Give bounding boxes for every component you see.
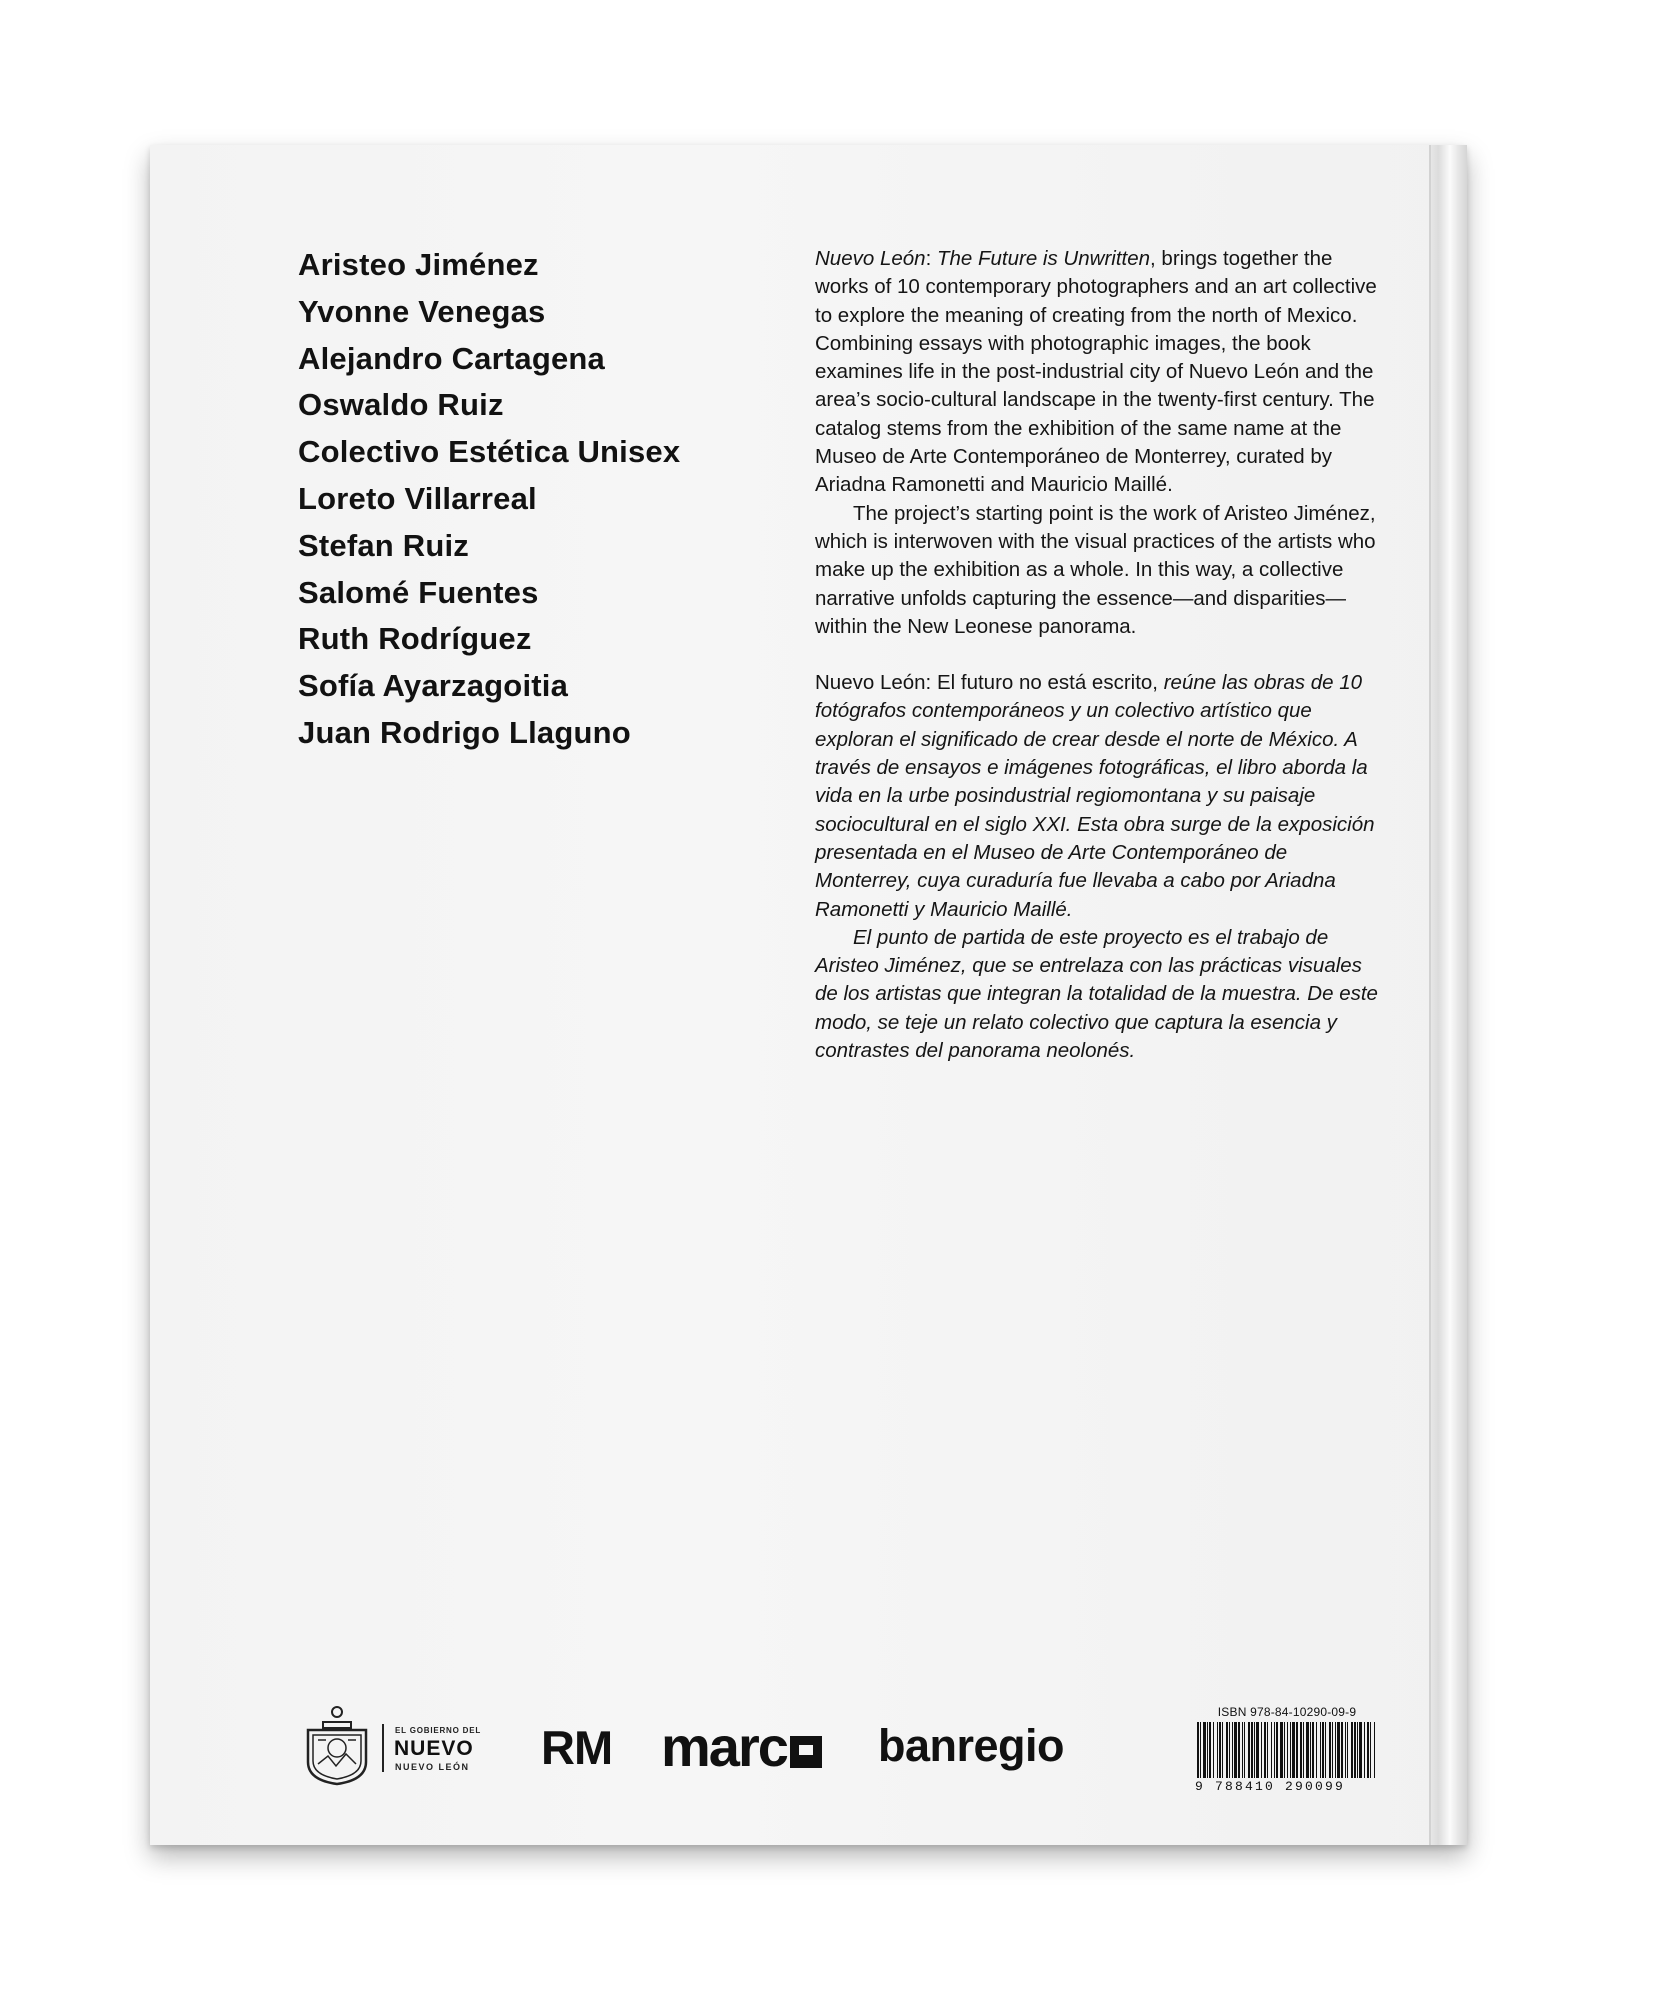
- isbn-barcode-block: [1195, 1705, 1379, 1794]
- isbn-label: ISBN 978-84-10290-09-9: [1217, 1705, 1357, 1719]
- coat-of-arms-icon: [298, 1704, 376, 1786]
- marco-logo: [661, 1714, 822, 1779]
- gov-logo-small-text: EL GOBIERNO DEL: [395, 1726, 482, 1735]
- spanish-title: Nuevo León: El futuro no está escrito,: [815, 671, 1159, 695]
- artist-name: Loreto Villarreal: [298, 480, 537, 516]
- logo-divider: [382, 1724, 384, 1772]
- artist-name: Colectivo Estética Unisex: [298, 434, 681, 470]
- barcode-icon: [1195, 1722, 1379, 1778]
- english-title-part-2: The Future is Unwritten: [936, 247, 1151, 270]
- marco-square-icon: [790, 1736, 822, 1768]
- artist-name: Yvonne Venegas: [298, 293, 546, 329]
- marco-logo-text: marc: [661, 1715, 787, 1778]
- banregio-logo: banregio: [878, 1720, 1065, 1771]
- artist-name: Ruth Rodríguez: [298, 621, 532, 657]
- rm-logo: RM: [541, 1721, 613, 1774]
- artist-name: Stefan Ruiz: [298, 527, 469, 563]
- artist-name: Juan Rodrigo Llaguno: [298, 714, 631, 750]
- gov-logo-big-text: NUEVO: [394, 1737, 474, 1760]
- sponsor-logos: [298, 1700, 1298, 1790]
- artist-name: Sofía Ayarzagoitia: [298, 668, 569, 704]
- english-paragraph-1-text: , brings together the works of 10 contemporary photographers and an art collective to explore the meaning of creating from the north of Mexico. Combining essays with photographic images, the book examines life in the post-industrial city of Nuevo León and the area’s socio-cultural landscape in the twenty-first century. The catalog stems from the exhibition of the same name at the Museo de Arte Contemporáneo de Monterrey, curated by Ariadna Ramonetti and Mauricio Maillé.: [815, 247, 1377, 497]
- paragraph-gap: [815, 641, 1385, 669]
- book-spine: [1429, 145, 1467, 1845]
- book-back-cover: [150, 145, 1467, 1845]
- artist-name: Aristeo Jiménez: [298, 247, 539, 282]
- artist-name: Salomé Fuentes: [298, 574, 539, 610]
- gov-logo-sub-text: NUEVO LEÓN: [395, 1762, 470, 1772]
- barcode-digits: 9 788410 290099: [1195, 1779, 1346, 1794]
- spanish-paragraph-2: El punto de partida de este proyecto es el trabajo de Aristeo Jiménez, que se entrelaza con las prácticas visuales de los artistas que integran la totalidad de la muestra. De este modo, se teje un relato colectivo que captura la esencia y contrastes del panorama neolonés.: [815, 925, 1378, 1063]
- english-title-part-1: Nuevo León: [815, 247, 926, 270]
- artist-name: Alejandro Cartagena: [298, 340, 605, 376]
- artist-list: [298, 242, 680, 757]
- english-title-colon: :: [925, 247, 937, 270]
- spanish-paragraph-1-text: reúne las obras de 10 fotógrafos contemporáneos y un colectivo artístico que exploran el significado de crear desde el norte de México. A través de ensayos e imágenes fotográficas, el libro aborda la vida en la urbe posindustrial regiomontana y su paisaje sociocultural en el siglo XXI. Esta obra surge de la exposición presentada en el Museo de Arte Contemporáneo de Monterrey, cuya curaduría fue llevaba a cabo por Ariadna Ramonetti y Mauricio Maillé.: [815, 671, 1375, 921]
- artist-name: Oswaldo Ruiz: [298, 387, 504, 423]
- english-paragraph-1: [815, 245, 1385, 500]
- spanish-paragraph-1: [815, 669, 1385, 924]
- english-paragraph-2: The project’s starting point is the work of Aristeo Jiménez, which is interwoven with the visual practices of the artists who make up the exhibition as a whole. In this way, a collective narrative unfolds capturing the essence—and disparities—within the New Leonese panorama.: [815, 501, 1376, 638]
- description-column: [815, 245, 1385, 1065]
- spine-hinge: [1429, 145, 1431, 1845]
